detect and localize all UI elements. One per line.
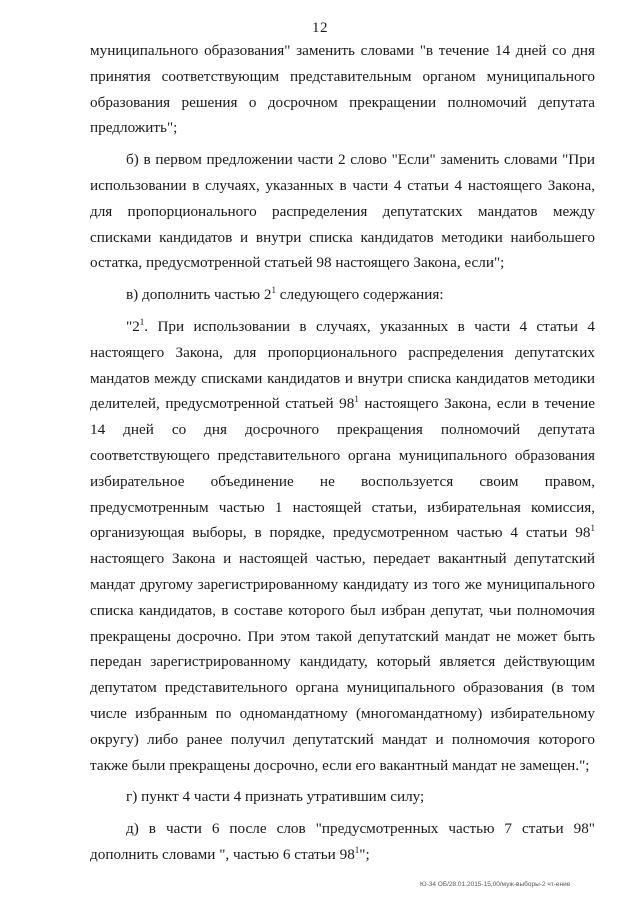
document-body: [90, 38, 595, 874]
text-span: следующего содержания:: [275, 286, 444, 304]
text-span: в) дополнить частью 2: [126, 286, 272, 304]
paragraph-v: [90, 282, 595, 308]
text-span: настоящего Закона, если в течение 14 дней со дня досрочного прекращения полномочий депутата соответствующего представительного органа муниципального образования избирательное объединение не воспользуется своим правом, предусмотренным частью 1 настоящей статьи, избирательная комиссия, организующая выборы, в порядке, предусмотренном частью 4 статьи 98: [90, 395, 596, 542]
text-span: д) в части 6 после слов "предусмотренных частью 7 статьи 98" дополнить словами ", частью 6 статьи 98: [90, 820, 595, 863]
superscript: 1: [354, 394, 359, 405]
superscript: 1: [354, 844, 360, 855]
text-span: ";: [359, 845, 370, 863]
paragraph-g: г) пункт 4 части 4 признать утратившим силу;: [126, 788, 425, 806]
text-span: настоящего Закона и настоящей частью, передает вакантный депутатский мандат другому зарегистрированному кандидату из того же муниципального списка кандидатов, в составе которого был избран депутат, чьи полномочия прекращены досрочно. При этом такой депутатский мандат не может быть передан зарегистрированному кандидату, который является действующим депутатом представительного органа муниципального образования (в том числе избранным по одномандатному (многомандатному) избирательному округу) либо ранее получил депутатский мандат и полномочия которого также были прекращены досрочно, если его вакантный мандат не замещен.";: [90, 550, 595, 774]
superscript: 1: [139, 316, 145, 327]
text-span: . При использовании в случаях, указанных в части 4 статьи 4 настоящего Закона, для пропорционального распределения депутатских мандатов между списками кандидатов и внутри списка кандидатов методики делителей, предусмотренной статьей 98: [90, 317, 595, 413]
paragraph-d: [90, 816, 595, 868]
superscript: 1: [590, 523, 595, 534]
text-span: "2: [126, 317, 140, 335]
superscript: 1: [271, 285, 276, 296]
paragraph-continuation: муниципального образования" заменить словами "в течение 14 дней со дня принятия соответствующим представительным органом муниципального образования решения о досрочном прекращении полномочий депутата предложить";: [90, 42, 595, 137]
page-number: 12: [312, 20, 328, 36]
paragraph-b: б) в первом предложении части 2 слово "Если" заменить словами "При использовании в случаях, указанных в части 4 статьи 4 настоящего Закона, для пропорционального распределения депутатских мандатов между списками кандидатов и внутри списка кандидатов методики наибольшего остатка, предусмотренной статьей 98 настоящего Закона, если";: [90, 151, 595, 272]
paragraph-part-2-1: [90, 314, 595, 778]
footer-reference: Ю-34 ОБ/28.01.2015-15,00/муж-выборы-2 чт-ение: [420, 881, 571, 888]
